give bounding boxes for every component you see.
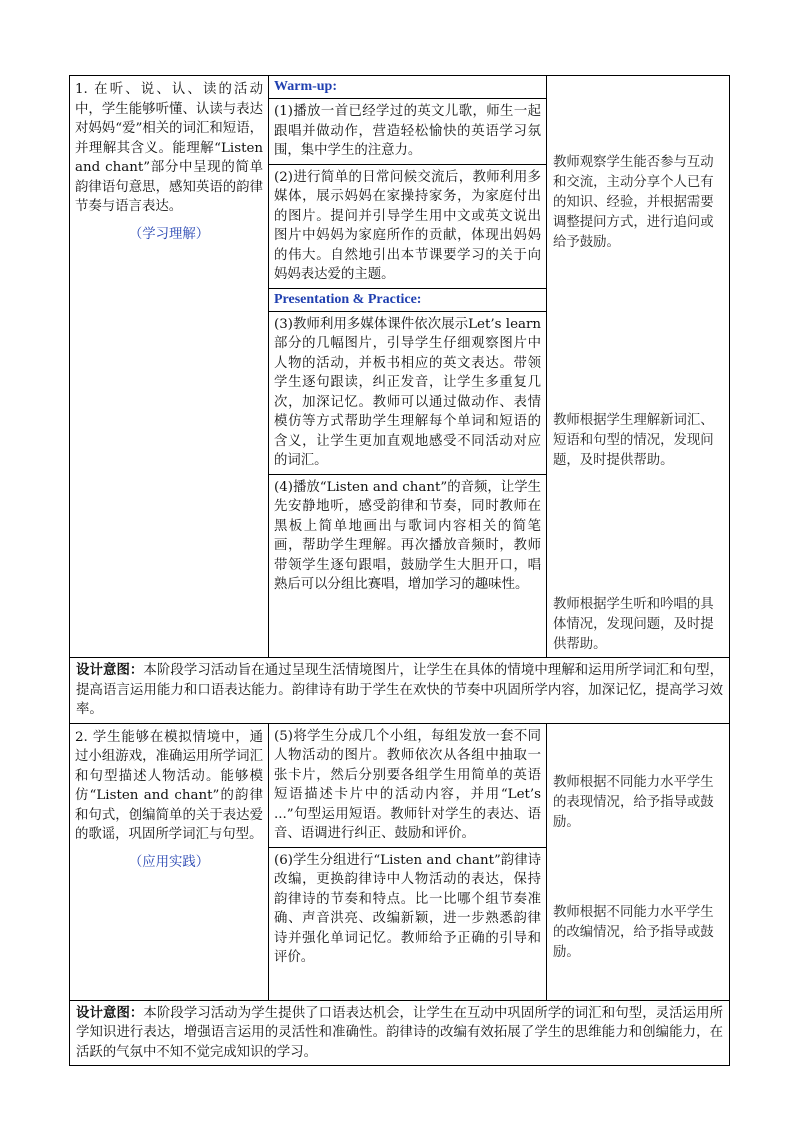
objective-tag-2: （应用实践）	[128, 854, 210, 870]
activities-cell-1	[269, 76, 547, 657]
design-text-1: 本阶段学习活动旨在通过呈现生活情境图片，让学生在具体的情境中理解和运用所学词汇和句型，提高语言运用能力和口语表达能力。韵律诗有助于学生在欢快的节奏中巩固所学内容，加深记忆，提高学习效率。	[76, 663, 723, 717]
objective-tag-1: （学习理解）	[128, 226, 210, 242]
design-row-2	[70, 1000, 729, 1066]
step-3: (3)教师利用多媒体课件依次展示Let’s learn部分的几幅图片，引导学生仔细观察图片中人物的活动，并板书相应的英文表达。带领学生逐句跟读，纠正发音，让学生多重复几次，加深记忆。教师可以通过做动作、表情模仿等方式帮助学生理解每个单词和短语的含义，让学生更加直观地感受不同活动对应的词汇。	[269, 311, 546, 474]
assessment-4: 教师根据不同能力水平学生的表现情况，给予指导或鼓励。	[553, 773, 714, 829]
assessment-3: 教师根据学生听和吟唱的具体情况，发现问题，及时提供帮助。	[553, 596, 714, 651]
step-6: (6)学生分组进行“Listen and chant”韵律诗改编，更换韵律诗中人物活动的表达，保持韵律诗的节奏和特点。比一比哪个组节奏准确、声音洪亮、改编新颖，进一步熟悉韵律诗并强化单词记忆。教师给予正确的引导和评价。	[269, 847, 546, 971]
assessment-1: 教师观察学生能否参与互动和交流，主动分享个人已有的知识、经验，并根据需要调整提问方式，进行追问或给予鼓励。	[553, 154, 714, 249]
objective-cell-2	[70, 724, 269, 1000]
assessment-2: 教师根据学生理解新词汇、短语和句型的情况，发现问题，及时提供帮助。	[553, 412, 714, 467]
objective-text-1: 1. 在听、说、认、读的活动中，学生能够听懂、认读与表达对妈妈“爱”相关的词汇和短语，并理解其含义。能理解“Listen and chant”部分中呈现的简单韵律语句意思，感知英语的韵律节奏与语言表达。	[75, 82, 263, 214]
step-2: (2)进行简单的日常问候交流后，教师利用多媒体，展示妈妈在家操持家务，为家庭付出的图片。提问并引导学生用中文或英文说出图片中妈妈为家庭所作的贡献，体现出妈妈的伟大。自然地引出本节课要学习的关于向妈妈表达爱的主题。	[269, 164, 546, 288]
section1-row	[70, 76, 729, 657]
warmup-heading: Warm-up:	[274, 79, 337, 94]
design-intent-1	[70, 658, 729, 723]
lesson-plan-table	[69, 75, 730, 1066]
design-row-1	[70, 657, 729, 723]
design-label-1: 设计意图：	[76, 662, 144, 678]
assessment-5: 教师根据不同能力水平学生的改编情况，给予指导或鼓励。	[553, 903, 714, 959]
step-5: (5)将学生分成几个小组，每组发放一套不同人物活动的图片。教师依次从各组中抽取一张卡片，然后分别要各组学生用简单的英语短语描述卡片中的活动内容，并用“Let’s ...”句型运用短语。教师针对学生的表达、语音、语调进行纠正、鼓励和评价。	[274, 728, 541, 841]
objective-text-2: 2. 学生能够在模拟情境中，通过小组游戏，准确运用所学词汇和句型描述人物活动。能够模仿“Listen and chant”的韵律和句式，创编简单的关于表达爱的歌谣，巩固所学词汇与句型。	[75, 729, 263, 842]
step-4: (4)播放“Listen and chant”的音频，让学生先安静地听，感受韵律和节奏，同时教师在黑板上简单地画出与歌词内容相关的简笔画，帮助学生理解。再次播放音频时，教师带领学生逐句跟唱，鼓励学生大胆开口，唱熟后可以分组比赛唱，增加学习的趣味性。	[269, 474, 546, 598]
design-text-2: 本阶段学习活动为学生提供了口语表达机会，让学生在互动中巩固所学的词汇和句型，灵活运用所学知识进行表达，增强语言运用的灵活性和准确性。韵律诗的改编有效拓展了学生的思维能力和创编能力，在活跃的气氛中不知不觉完成知识的学习。	[76, 1005, 723, 1060]
step-1: (1)播放一首已经学过的英文儿歌，师生一起跟唱并做动作，营造轻松愉快的英语学习氛围，集中学生的注意力。	[269, 98, 546, 164]
presentation-heading: Presentation & Practice:	[269, 288, 546, 311]
assessment-cell-2	[547, 724, 729, 1000]
design-label-2: 设计意图：	[76, 1004, 144, 1021]
design-intent-2	[70, 1001, 729, 1066]
activities-cell-2	[269, 724, 547, 1000]
objective-cell-1	[70, 76, 269, 657]
section2-row	[70, 723, 729, 1000]
assessment-cell-1	[547, 76, 729, 657]
